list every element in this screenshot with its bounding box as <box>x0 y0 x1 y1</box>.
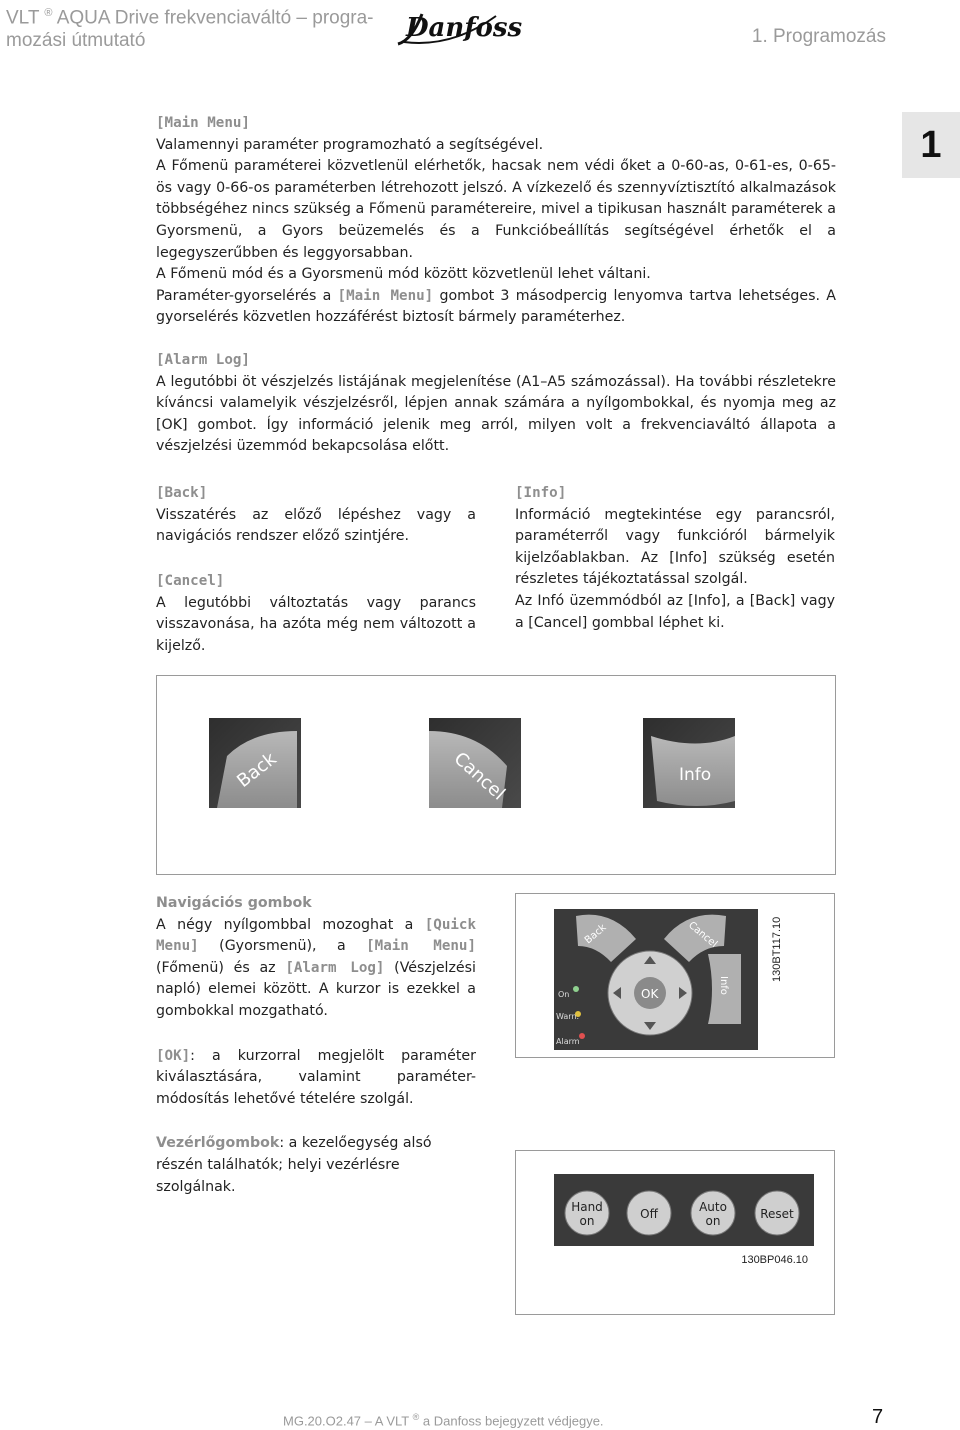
control-keys-desc: : a kezelőegység alsó részén találhatók; helyi vezérlésre szolgálnak. <box>156 1135 432 1195</box>
main-menu-p2: A Főmenü paraméterei közvetlenül elérhetők, hacsak nem védi őket a 0-60-as, 0-61-es, 0-65-ös vagy 0-66-os paraméterben létrehozott jelszó. A vízkezelő és szennyvíztisztító alkalmazások többségéhez nincs szükség a Főmenü paramétereire, mivel a tipikusan használt paraméterek a Gyorsmenü, a Gyors beüzemelés és a Funkcióbeállítás segítségével érhetők el a legegyszerűbben és leggyorsabban. <box>156 158 836 261</box>
ok-desc: : a kurzorral megjelölt paraméter kiválasztására, valamint paraméter-módosítás lehetővé tételére szolgál. <box>156 1047 476 1107</box>
control-keys-figure <box>515 1150 835 1315</box>
info-text2: Az Infó üzemmódból az [Info], a [Back] vagy a [Cancel] gombbal léphet ki. <box>515 592 835 631</box>
ok-key: [OK] <box>156 1047 191 1064</box>
info-key-label: Info <box>679 765 712 785</box>
back-key-photo <box>209 718 301 808</box>
alarm-log-section <box>156 350 836 458</box>
nav-alarm-label: Alarm <box>556 1037 580 1046</box>
nav-info-label: Info <box>718 976 729 995</box>
off-label: Off <box>640 1207 658 1221</box>
footer-doc-code: MG.20.O2.47 – A VLT <box>283 1413 409 1429</box>
alarm-log-title: [Alarm Log] <box>156 352 250 368</box>
danfoss-logo <box>392 4 523 48</box>
nav-warn-label: Warn. <box>556 1012 580 1021</box>
back-title: [Back] <box>156 485 208 501</box>
main-menu-p4-pre: Paraméter-gyorselérés a <box>156 287 332 304</box>
danfoss-logo-text: Danfoss <box>406 13 523 43</box>
hand-on-label-1: Hand <box>571 1200 603 1214</box>
back-section <box>156 483 476 548</box>
auto-on-label-1: Auto <box>699 1200 727 1214</box>
nav-figure-code: 130BT117.10 <box>771 916 783 982</box>
doc-title-line2: mozási útmutató <box>6 30 146 52</box>
main-menu-section <box>156 113 836 329</box>
chapter-tab: 1 <box>902 112 960 178</box>
nav-on-label: On <box>558 990 570 999</box>
control-figure-code: 130BP046.10 <box>741 1254 808 1266</box>
alarm-log-key: [Alarm Log] <box>285 959 385 976</box>
reset-label: Reset <box>760 1207 794 1221</box>
nav-t2: (Gyorsmenü), a <box>219 938 346 955</box>
cancel-key-label: Cancel <box>449 748 510 805</box>
control-keys-text <box>156 1133 476 1198</box>
navigation-keys-figure <box>515 893 835 1058</box>
nav-ok-label: OK <box>641 987 659 1001</box>
cancel-text: A legutóbbi változtatás vagy parancs visszavonása, ha azóta még nem változott a kijelző. <box>156 594 476 654</box>
nav-title: Navigációs gombok <box>156 895 312 911</box>
section-title: 1. Programozás <box>751 26 886 47</box>
nav-t1: A négy nyílgombbal mozoghat a <box>156 916 414 933</box>
main-menu-key-2: [Main Menu] <box>366 938 476 955</box>
nav-text <box>156 915 476 1023</box>
cancel-title: [Cancel] <box>156 573 225 589</box>
auto-on-label-2: on <box>705 1214 721 1228</box>
main-menu-title: [Main Menu] <box>156 115 250 131</box>
footer-trademark-text: a Danfoss bejegyzett védjegye. <box>422 1413 604 1429</box>
footer-reg-mark: ® <box>412 1412 420 1422</box>
cancel-section <box>156 571 476 657</box>
alarm-log-text: A legutóbbi öt vészjelzés listájának megjelenítése (A1–A5 számozással). Ha további részletekre kíváncsi valamelyik vészjelzésről, lépjen annak számára a nyílgombokkal, és nyomja meg az [OK] gombot. Így információ jelenik meg arról, milyen volt a frekvenciaváltó állapota a vészjelzési üzemmód bekapcsolása előtt. <box>156 373 836 455</box>
registered-mark: ® <box>44 7 53 19</box>
hand-on-label-2: on <box>579 1214 595 1228</box>
doc-title-line1-rest: AQUA Drive frekvenciaváltó – progra- <box>56 7 374 29</box>
nav-t4: (Vészjelzési napló) elemei között. A kurzor is ezekkel a gombokkal mozgatható. <box>156 959 476 1019</box>
page-number: 7 <box>872 1406 884 1428</box>
nav-t3: (Főmenü) és az <box>156 959 276 976</box>
info-text1: Információ megtekintése egy parancsról, paraméterről vagy funkcióról bármelyik kijelzőablakban. Az [Info] szükség esetén részletes tájékoztatással szolgál. <box>515 506 835 588</box>
doc-title <box>6 2 386 52</box>
info-key-photo <box>643 718 735 808</box>
main-menu-key: [Main Menu] <box>337 287 434 304</box>
doc-title-line1: VLT <box>6 7 40 29</box>
ok-text <box>156 1046 476 1111</box>
quick-menu-key: [Quick Menu] <box>156 916 476 955</box>
nav-cancel-label: Cancel <box>686 919 720 951</box>
nav-section <box>156 893 476 1198</box>
control-keys-label: Vezérlőgombok <box>156 1135 280 1152</box>
main-menu-p4-post: gombot 3 másodpercig lenyomva tartva lehetséges. A gyorselérés közvetlen hozzáférést biztosít bármely paraméterhez. <box>156 287 836 326</box>
keypad-buttons-figure <box>156 675 836 875</box>
main-menu-p1: Valamennyi paraméter programozható a segítségével. <box>156 136 544 153</box>
info-section <box>515 483 835 634</box>
main-menu-p3: A Főmenü mód és a Gyorsmenü mód között közvetlenül lehet váltani. <box>156 266 651 283</box>
back-text: Visszatérés az előző lépéshez vagy a navigációs rendszer előző szintjére. <box>156 506 476 545</box>
footer-trademark <box>283 1412 604 1428</box>
main-menu-p4 <box>156 286 836 329</box>
back-key-label: Back <box>233 748 281 792</box>
info-title: [Info] <box>515 485 567 501</box>
cancel-key-photo <box>429 718 521 808</box>
nav-back-label: Back <box>582 922 609 947</box>
